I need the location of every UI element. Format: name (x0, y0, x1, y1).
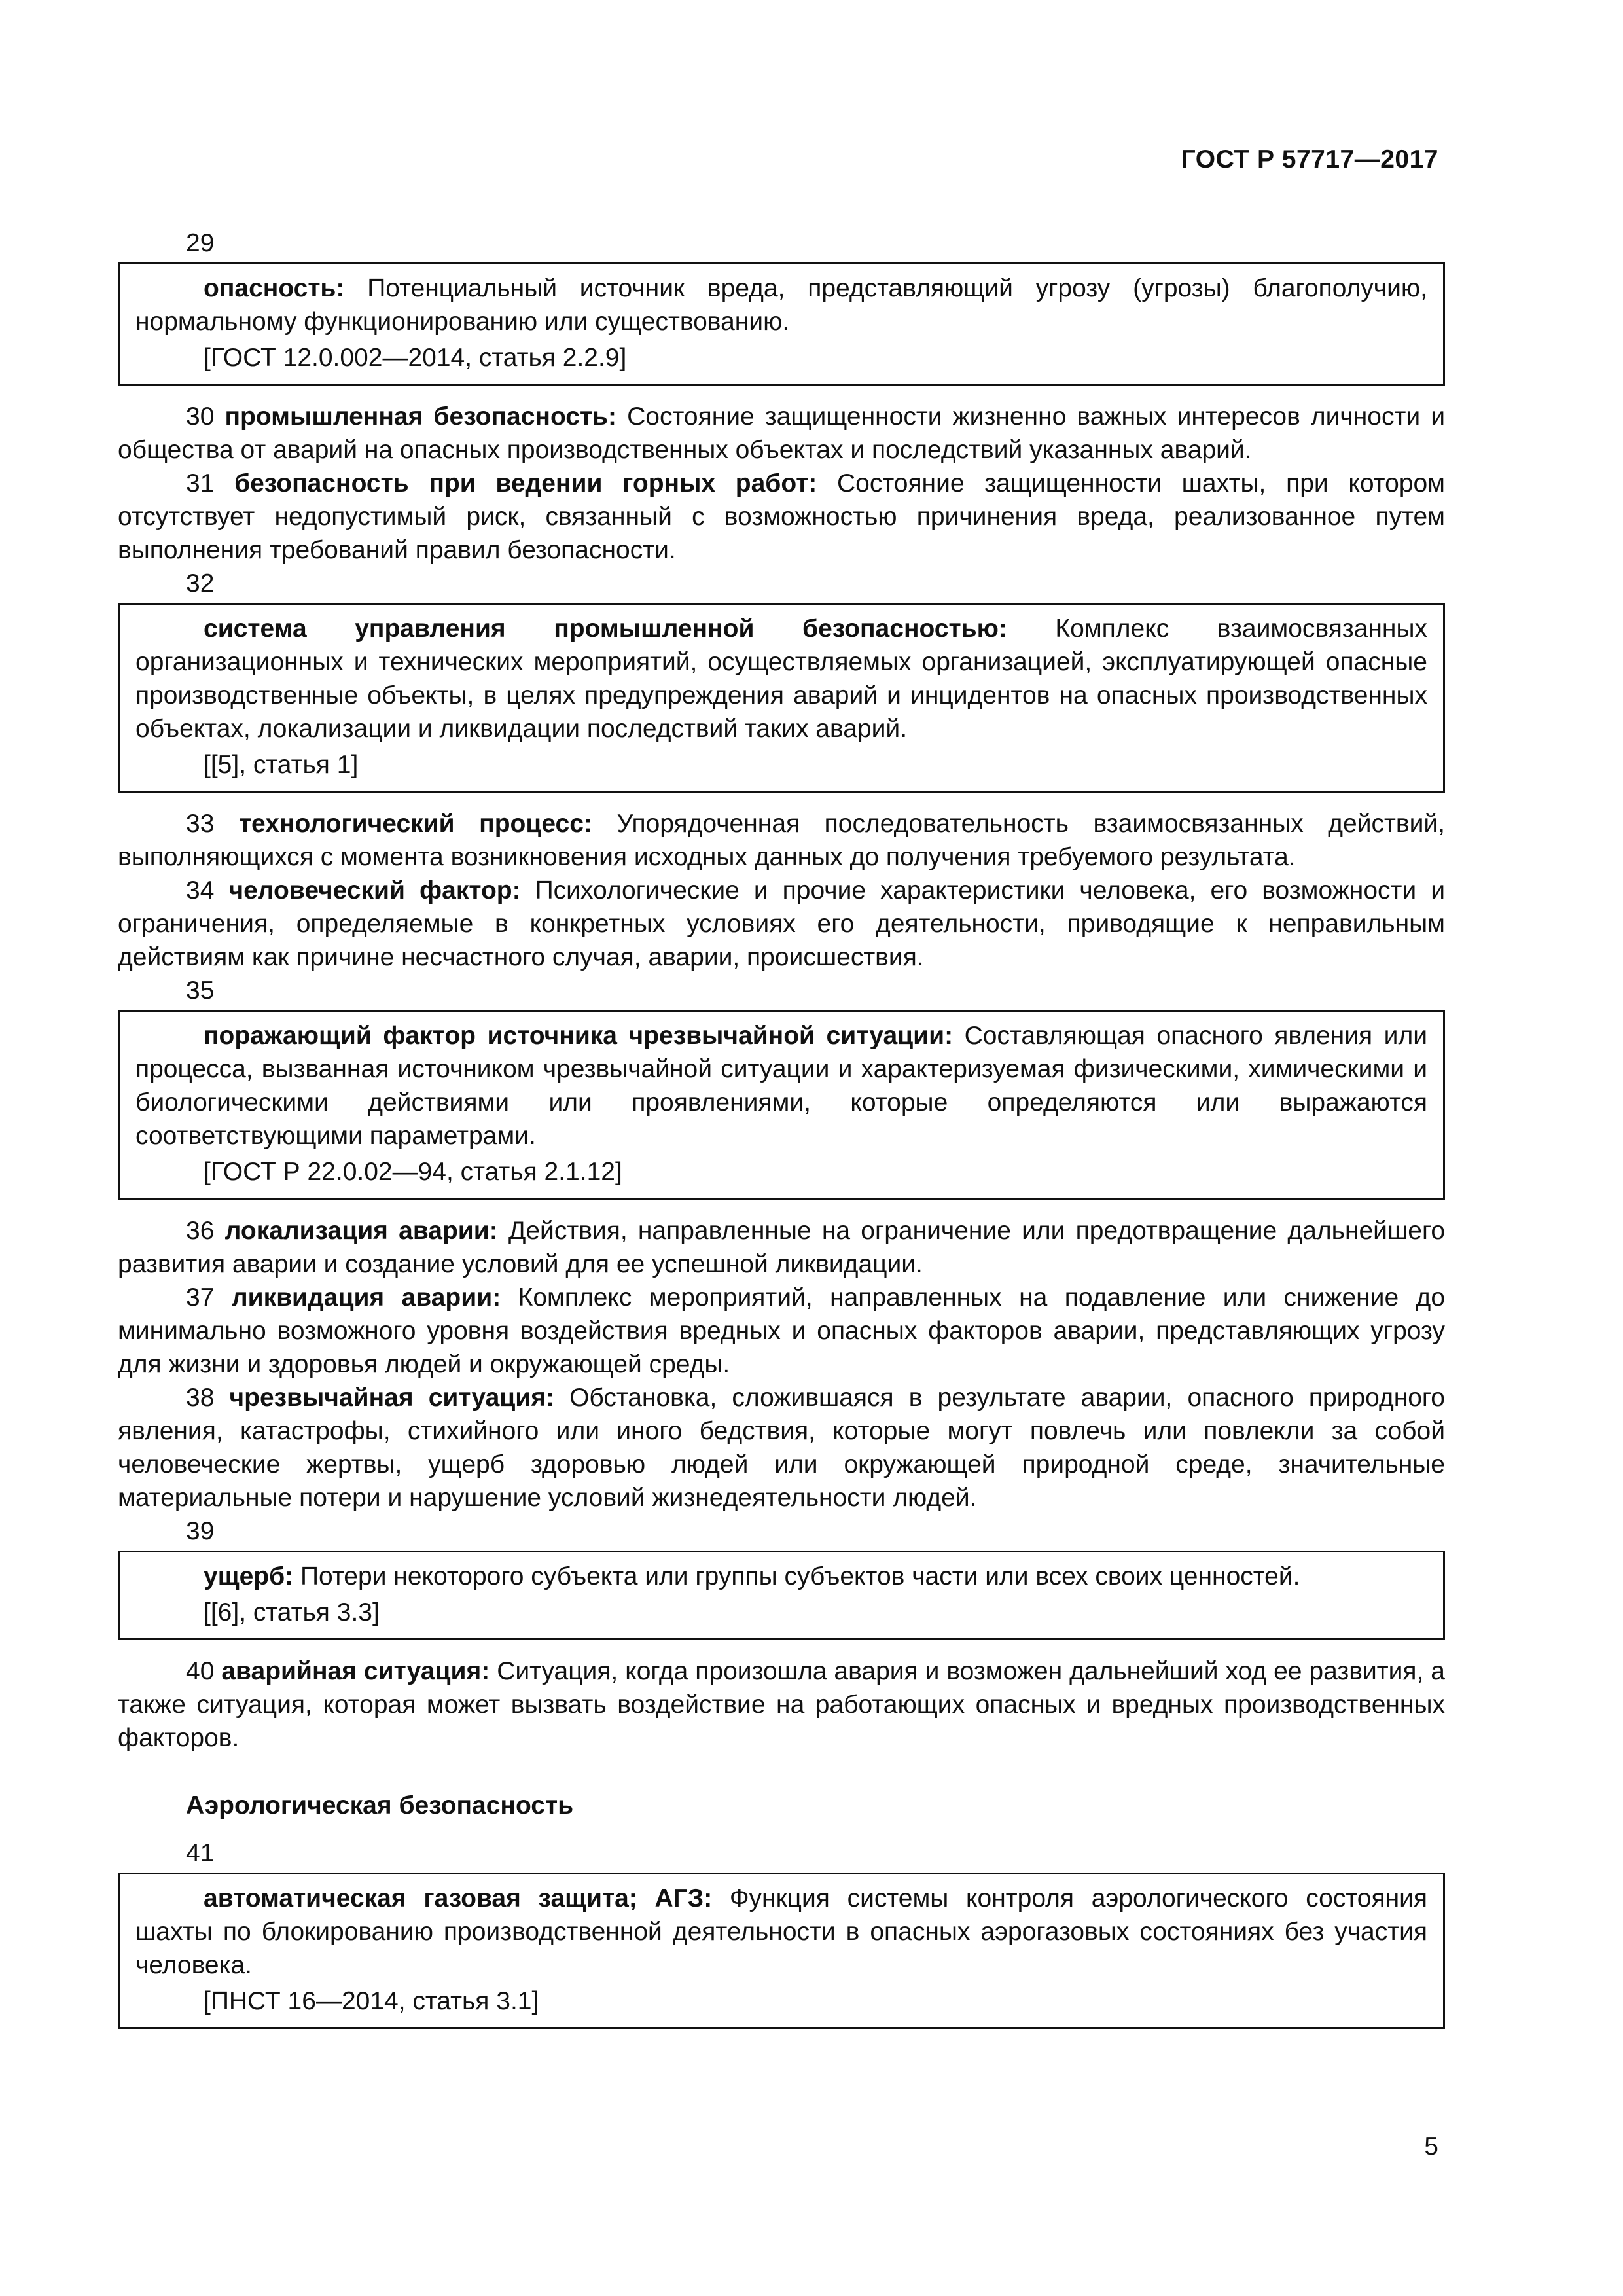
term-entry (118, 400, 1445, 467)
term-name: аварийная ситуация: (221, 1657, 490, 1685)
definition-text: Упорядоченная последовательность взаимосвязанных действий, выполняющихся с момента возникновения исходных данных до получения требуемого результата. (118, 810, 1445, 871)
definition-text: Потери некоторого субъекта или группы субъектов части или всех своих ценностей. (293, 1562, 1300, 1590)
quoted-definition-box (118, 603, 1445, 793)
term-entry (118, 807, 1445, 874)
term-number: 32 (186, 569, 215, 598)
term-name: промышленная безопасность: (224, 403, 617, 431)
term-entry (118, 1655, 1445, 1755)
term-definition (135, 612, 1427, 745)
term-entry (118, 467, 1445, 567)
definition-text: Обстановка, сложившаяся в результате аварии, опасного природного явления, катастрофы, стихийного или иного бедствия, которые могут повлечь или повлекли за собой человеческие жертвы, ущерб здоровью людей или окружающей природной среде, значительные материальные потери и нарушение условий жизнедеятельности людей. (118, 1384, 1445, 1512)
term-name: ликвидация аварии: (231, 1283, 501, 1312)
definition-text: Действия, направленные на ограничение или предотвращение дальнейшего развития аварии и создание условий для ее успешной ликвидации. (118, 1217, 1446, 1278)
standard-code-header: ГОСТ Р 57717—2017 (1181, 145, 1438, 173)
term-entry (118, 874, 1445, 974)
term-number: 34 (186, 876, 215, 905)
term-number: 37 (186, 1283, 215, 1312)
term-entry (118, 1381, 1445, 1515)
definition-source: [ГОСТ 12.0.002—2014, статья 2.2.9] (204, 344, 627, 372)
quoted-definition-box (118, 1873, 1445, 2029)
term-number: 40 (186, 1657, 215, 1685)
term-number: 38 (186, 1384, 215, 1412)
term-name: система управления промышленной безопасностью: (204, 615, 1007, 643)
quoted-definition-box (118, 1010, 1445, 1200)
section-heading: Аэрологическая безопасность (186, 1791, 574, 1820)
term-name: чрезвычайная ситуация: (229, 1384, 554, 1412)
term-definition (135, 1560, 1427, 1593)
page-content (118, 226, 1445, 2043)
definition-text: Потенциальный источник вреда, представляющий угрозу (угрозы) благополучию, нормальному функционированию или существованию. (135, 274, 1427, 336)
definition-source: [ПНСТ 16—2014, статья 3.1] (204, 1987, 539, 2015)
term-number: 39 (186, 1517, 215, 1545)
definition-text: Комплекс взаимосвязанных организационных и технических мероприятий, осуществляемых организацией, эксплуатирующей опасные производственные объекты, в целях предупреждения аварий и инцидентов на опасных производственных объектах, локализации и ликвидации последствий таких аварий. (135, 615, 1427, 743)
term-entry (118, 1214, 1445, 1281)
definition-text: Состояние защищенности шахты, при котором отсутствует недопустимый риск, связанный с возможностью причинения вреда, реализованное путем выполнения требований правил безопасности. (118, 469, 1445, 564)
term-number: 31 (186, 469, 215, 497)
definition-text: Психологические и прочие характеристики человека, его возможности и ограничения, определяемые в конкретных условиях его деятельности, приводящие к неправильным действиям как причине несчастного случая, аварии, происшествия. (118, 876, 1445, 971)
definition-source: [[6], статья 3.3] (204, 1598, 380, 1626)
term-name: человеческий фактор: (228, 876, 521, 905)
term-number: 29 (186, 229, 215, 257)
term-entry (118, 1281, 1445, 1381)
term-definition (135, 1019, 1427, 1153)
term-definition (135, 272, 1427, 338)
term-number: 41 (186, 1839, 215, 1867)
term-name: безопасность при ведении горных работ: (234, 469, 817, 497)
definition-text: Функция системы контроля аэрологического состояния шахты по блокированию производственной деятельности в опасных аэрогазовых состояниях без участия человека. (135, 1884, 1428, 1979)
quoted-definition-box (118, 1551, 1445, 1640)
term-name: опасность: (204, 274, 345, 302)
definition-text: Состояние защищенности жизненно важных интересов личности и общества от аварий на опасных производственных объектах и последствий указанных аварий. (118, 403, 1445, 464)
term-name: технологический процесс: (238, 810, 592, 838)
term-definition (135, 1882, 1427, 1982)
term-name: автоматическая газовая защита; АГЗ: (204, 1884, 713, 1912)
definition-source: [ГОСТ Р 22.0.02—94, статья 2.1.12] (204, 1158, 622, 1186)
term-name: ущерб: (204, 1562, 294, 1590)
term-number: 33 (186, 810, 215, 838)
term-number: 35 (186, 977, 215, 1005)
definition-text: Комплекс мероприятий, направленных на подавление или снижение до минимально возможного уровня воздействия вредных и опасных факторов аварии, представляющих угрозу для жизни и здоровья людей и окружающей среды. (118, 1283, 1446, 1378)
term-name: поражающий фактор источника чрезвычайной ситуации: (204, 1022, 954, 1050)
page-number: 5 (1424, 2132, 1438, 2161)
term-number: 36 (186, 1217, 215, 1245)
definition-text: Составляющая опасного явления или процесса, вызванная источником чрезвычайной ситуации и характеризуемая физическими, химическими и биологическими действиями или проявлениями, которые определяются или выражаются соответствующими параметрами. (135, 1022, 1427, 1150)
term-name: локализация аварии: (224, 1217, 498, 1245)
definition-text: Ситуация, когда произошла авария и возможен дальнейший ход ее развития, а также ситуация, которая может вызвать воздействие на работающих опасных и вредных производственных факторов. (118, 1657, 1446, 1752)
term-number: 30 (186, 403, 215, 431)
quoted-definition-box (118, 262, 1445, 386)
definition-source: [[5], статья 1] (204, 751, 359, 779)
